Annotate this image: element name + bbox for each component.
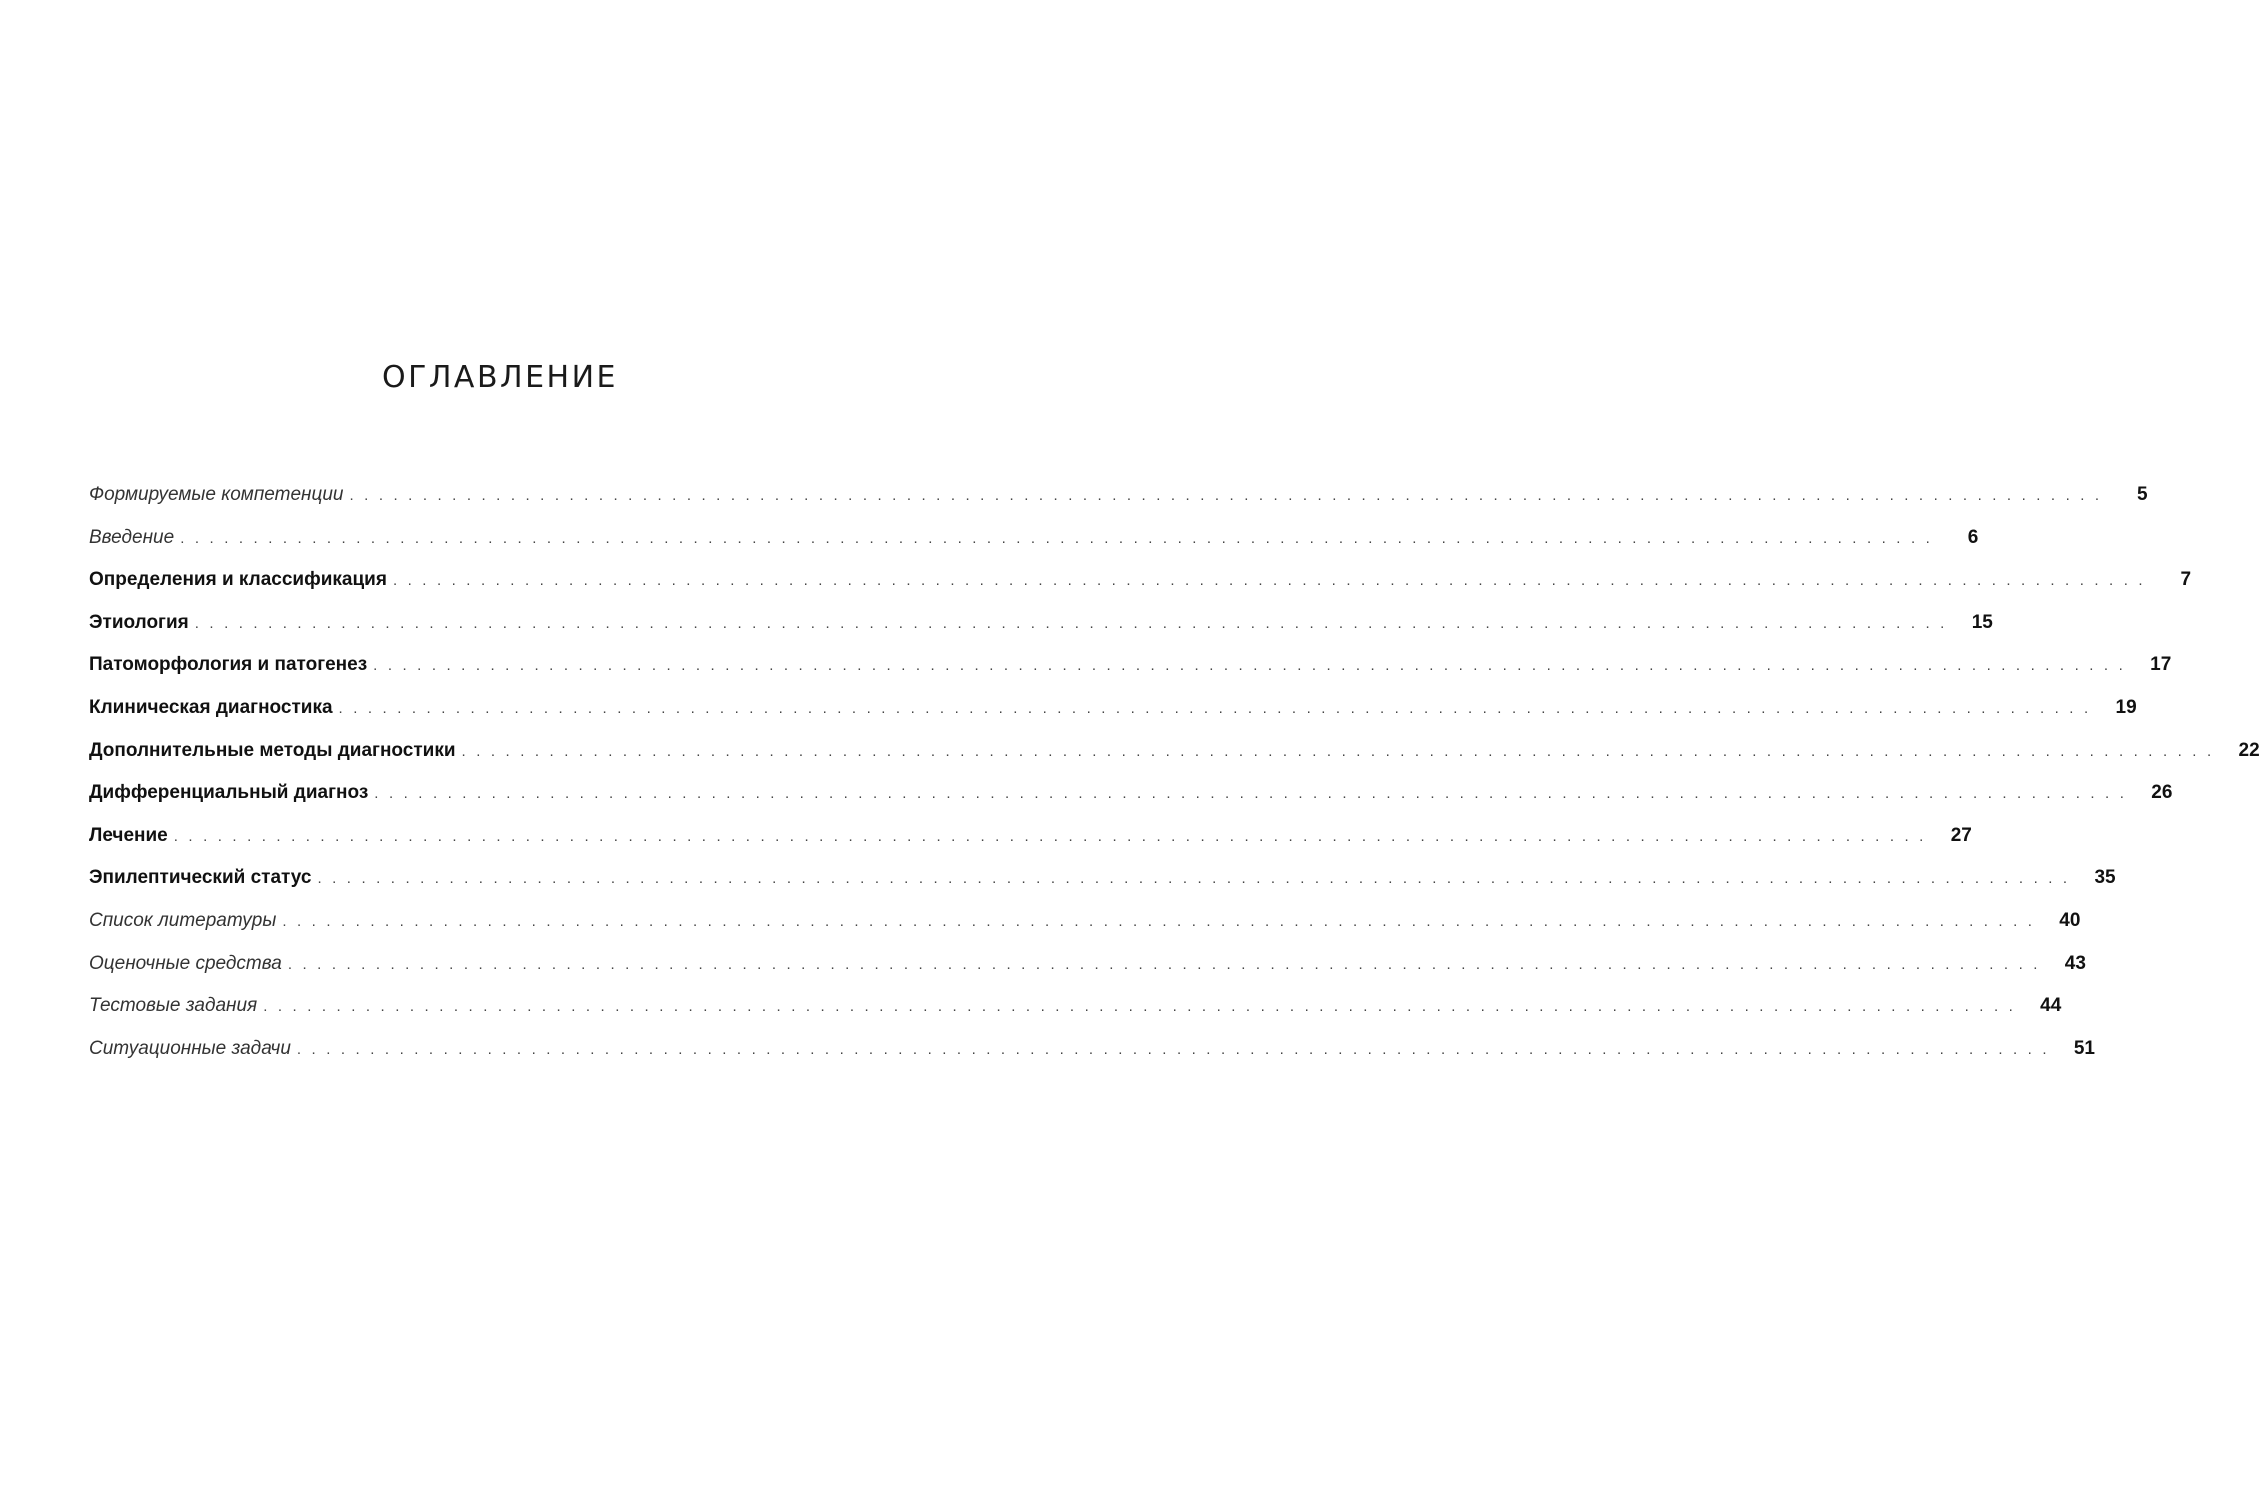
toc-entry-page-number: 17 [2150, 654, 2172, 676]
dot-leader-icon: ........................................................................................................................ [296, 1040, 2057, 1058]
toc-entry-page-number: 43 [2064, 952, 2086, 974]
toc-entry-label: Введение [89, 526, 175, 548]
dot-leader-icon: ........................................................................................................................ [373, 657, 2134, 675]
toc-entry-label: Тестовые задания [89, 995, 258, 1017]
toc-entry-page-number: 6 [1967, 526, 1979, 548]
toc-entry[interactable] [89, 985, 2062, 1028]
toc-entry[interactable] [89, 730, 2260, 773]
toc-entry[interactable] [89, 943, 2086, 986]
dot-leader-icon: ........................................................................................................................ [173, 827, 1934, 845]
toc-entry[interactable] [89, 602, 1993, 645]
toc-entry-label: Ситуационные задачи [89, 1037, 291, 1059]
toc-entry-page-number: 15 [1971, 611, 1993, 633]
toc-entry-page-number: 5 [2137, 484, 2148, 505]
toc-entry[interactable] [89, 900, 2081, 943]
dot-leader-icon: ........................................................................................................................ [317, 870, 2078, 888]
toc-entry[interactable] [89, 857, 2116, 900]
toc-entry-label: Эпилептический статус [89, 867, 312, 889]
toc-entry[interactable] [89, 517, 1979, 560]
toc-entry-label: Патоморфология и патогенез [89, 654, 368, 676]
dot-leader-icon: ........................................................................................................................ [287, 955, 2048, 973]
table-of-contents [89, 474, 2260, 1070]
toc-entry-label: Дополнительные методы диагностики [89, 739, 456, 761]
toc-entry-label: Лечение [89, 824, 168, 846]
toc-entry-label: Формируемые компетенции [89, 484, 344, 505]
toc-entry-page-number: 19 [2115, 696, 2137, 718]
toc-entry-page-number: 35 [2094, 867, 2116, 889]
toc-entry-label: Этиология [89, 611, 189, 633]
toc-entry[interactable] [89, 815, 1972, 858]
dot-leader-icon: ........................................................................................................................ [194, 614, 1955, 632]
toc-entry-label: Дифференциальный диагноз [89, 782, 369, 804]
toc-entry-page-number: 27 [1950, 824, 1972, 846]
toc-entry-page-number: 7 [2180, 569, 2192, 591]
dot-leader-icon: ........................................................................................................................ [282, 912, 2043, 930]
dot-leader-icon: ........................................................................................................................ [374, 785, 2135, 803]
toc-entry[interactable] [89, 474, 2148, 517]
toc-entry-label: Клиническая диагностика [89, 696, 333, 718]
dot-leader-icon: ........................................................................................................................ [461, 742, 2222, 760]
toc-entry-page-number: 22 [2238, 739, 2260, 761]
toc-entry-page-number: 26 [2151, 782, 2173, 804]
toc-entry[interactable] [89, 1028, 2095, 1071]
toc-entry-label: Оценочные средства [89, 952, 282, 974]
toc-entry[interactable] [89, 687, 2137, 730]
page-title: ОГЛАВЛЕНИЕ [381, 360, 619, 395]
dot-leader-icon: ........................................................................................................................ [180, 529, 1941, 547]
dot-leader-icon: ........................................................................................................................ [263, 998, 2024, 1016]
toc-entry[interactable] [89, 772, 2173, 815]
toc-entry[interactable] [89, 644, 2172, 687]
dot-leader-icon: ........................................................................................................................ [392, 572, 2154, 590]
toc-entry-label: Список литературы [89, 909, 277, 931]
toc-entry-page-number: 40 [2059, 909, 2081, 931]
dot-leader-icon: ........................................................................................................................ [338, 699, 2099, 717]
toc-entry[interactable] [89, 559, 2192, 602]
toc-entry-label: Определения и классификация [89, 569, 387, 591]
toc-entry-page-number: 51 [2073, 1037, 2095, 1059]
toc-entry-page-number: 44 [2040, 995, 2062, 1017]
dot-leader-icon: ........................................................................................................................ [349, 487, 2110, 504]
